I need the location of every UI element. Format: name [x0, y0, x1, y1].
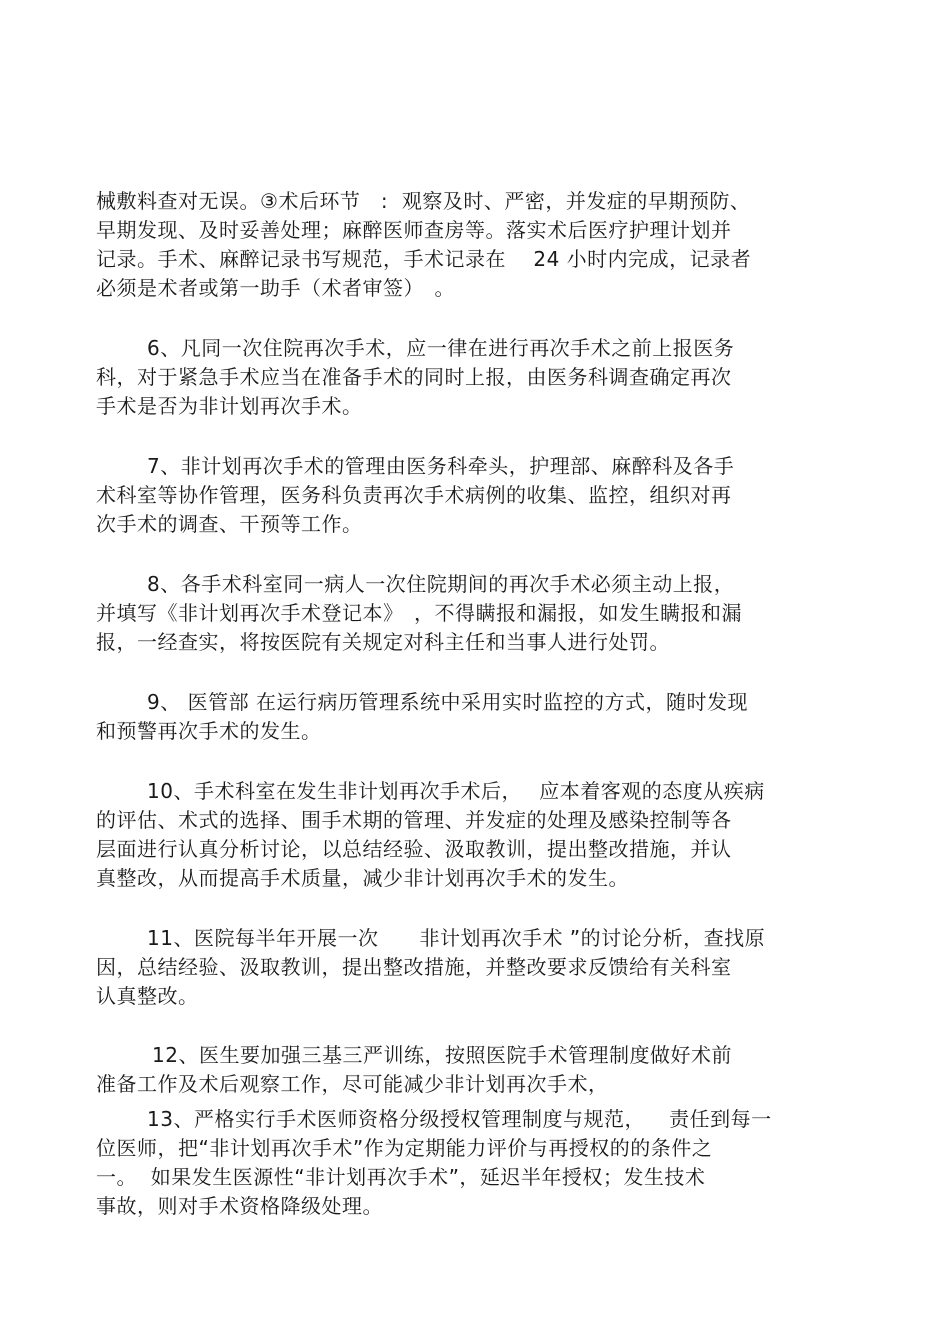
text-line: 的评估、术式的选择、围手术期的管理、并发症的处理及感染控制等各	[96, 808, 732, 832]
text-line: 层面进行认真分析讨论，以总结经验、汲取教训，提出整改措施，并认	[96, 837, 732, 861]
text-line: 10、手术科室在发生非计划再次手术后， 应本着客观的态度从疾病	[147, 779, 765, 803]
text-line: 认真整改。	[96, 984, 199, 1008]
text-line: 事故，则对手术资格降级处理。	[96, 1194, 383, 1218]
text-line: 准备工作及术后观察工作，尽可能减少非计划再次手术，	[96, 1072, 609, 1096]
text-line: 因，总结经验、汲取教训，提出整改措施，并整改要求反馈给有关科室	[96, 955, 732, 979]
text-line: 必须是术者或第一助手（术者审签） 。	[96, 276, 455, 300]
text-line: 早期发现、及时妥善处理；麻醉医师查房等。落实术后医疗护理计划并	[96, 218, 732, 242]
text-line: 7、非计划再次手术的管理由医务科牵头，护理部、麻醉科及各手	[147, 454, 735, 478]
text-line: 6、凡同一次住院再次手术，应一律在进行再次手术之前上报医务	[147, 336, 735, 360]
text-line: 位医师，把“非计划再次手术”作为定期能力评价与再授权的的条件之	[96, 1136, 713, 1160]
text-line: 械敷料查对无误。③术后环节 : 观察及时、严密，并发症的早期预防、	[96, 189, 751, 213]
text-line: 和预警再次手术的发生。	[96, 719, 322, 743]
text-line: 9、 医管部 在运行病历管理系统中采用实时监控的方式，随时发现	[147, 690, 748, 714]
text-line: 科，对于紧急手术应当在准备手术的同时上报，由医务科调查确定再次	[96, 365, 732, 389]
text-line: 手术是否为非计划再次手术。	[96, 394, 363, 418]
text-line: 11、医院每半年开展一次 非计划再次手术 ”的讨论分析，查找原	[147, 926, 766, 950]
text-line: 13、严格实行手术医师资格分级授权管理制度与规范， 责任到每一	[147, 1107, 772, 1131]
text-line: 记录。手术、麻醉记录书写规范，手术记录在 24 小时内完成，记录者	[96, 247, 752, 271]
text-line: 术科室等协作管理，医务科负责再次手术病例的收集、监控，组织对再	[96, 483, 732, 507]
text-line: 12、医生要加强三基三严训练，按照医院手术管理制度做好术前	[152, 1043, 732, 1067]
text-line: 8、各手术科室同一病人一次住院期间的再次手术必须主动上报，	[147, 572, 735, 596]
text-line: 并填写《非计划再次手术登记本》 ，不得瞒报和漏报，如发生瞒报和漏	[96, 601, 742, 625]
text-line: 真整改，从而提高手术质量，减少非计划再次手术的发生。	[96, 866, 629, 890]
text-line: 次手术的调查、干预等工作。	[96, 512, 363, 536]
text-line: 一。 如果发生医源性“非计划再次手术”，延迟半年授权；发生技术	[96, 1165, 706, 1189]
text-line: 报，一经查实，将按医院有关规定对科主任和当事人进行处罚。	[96, 630, 670, 654]
